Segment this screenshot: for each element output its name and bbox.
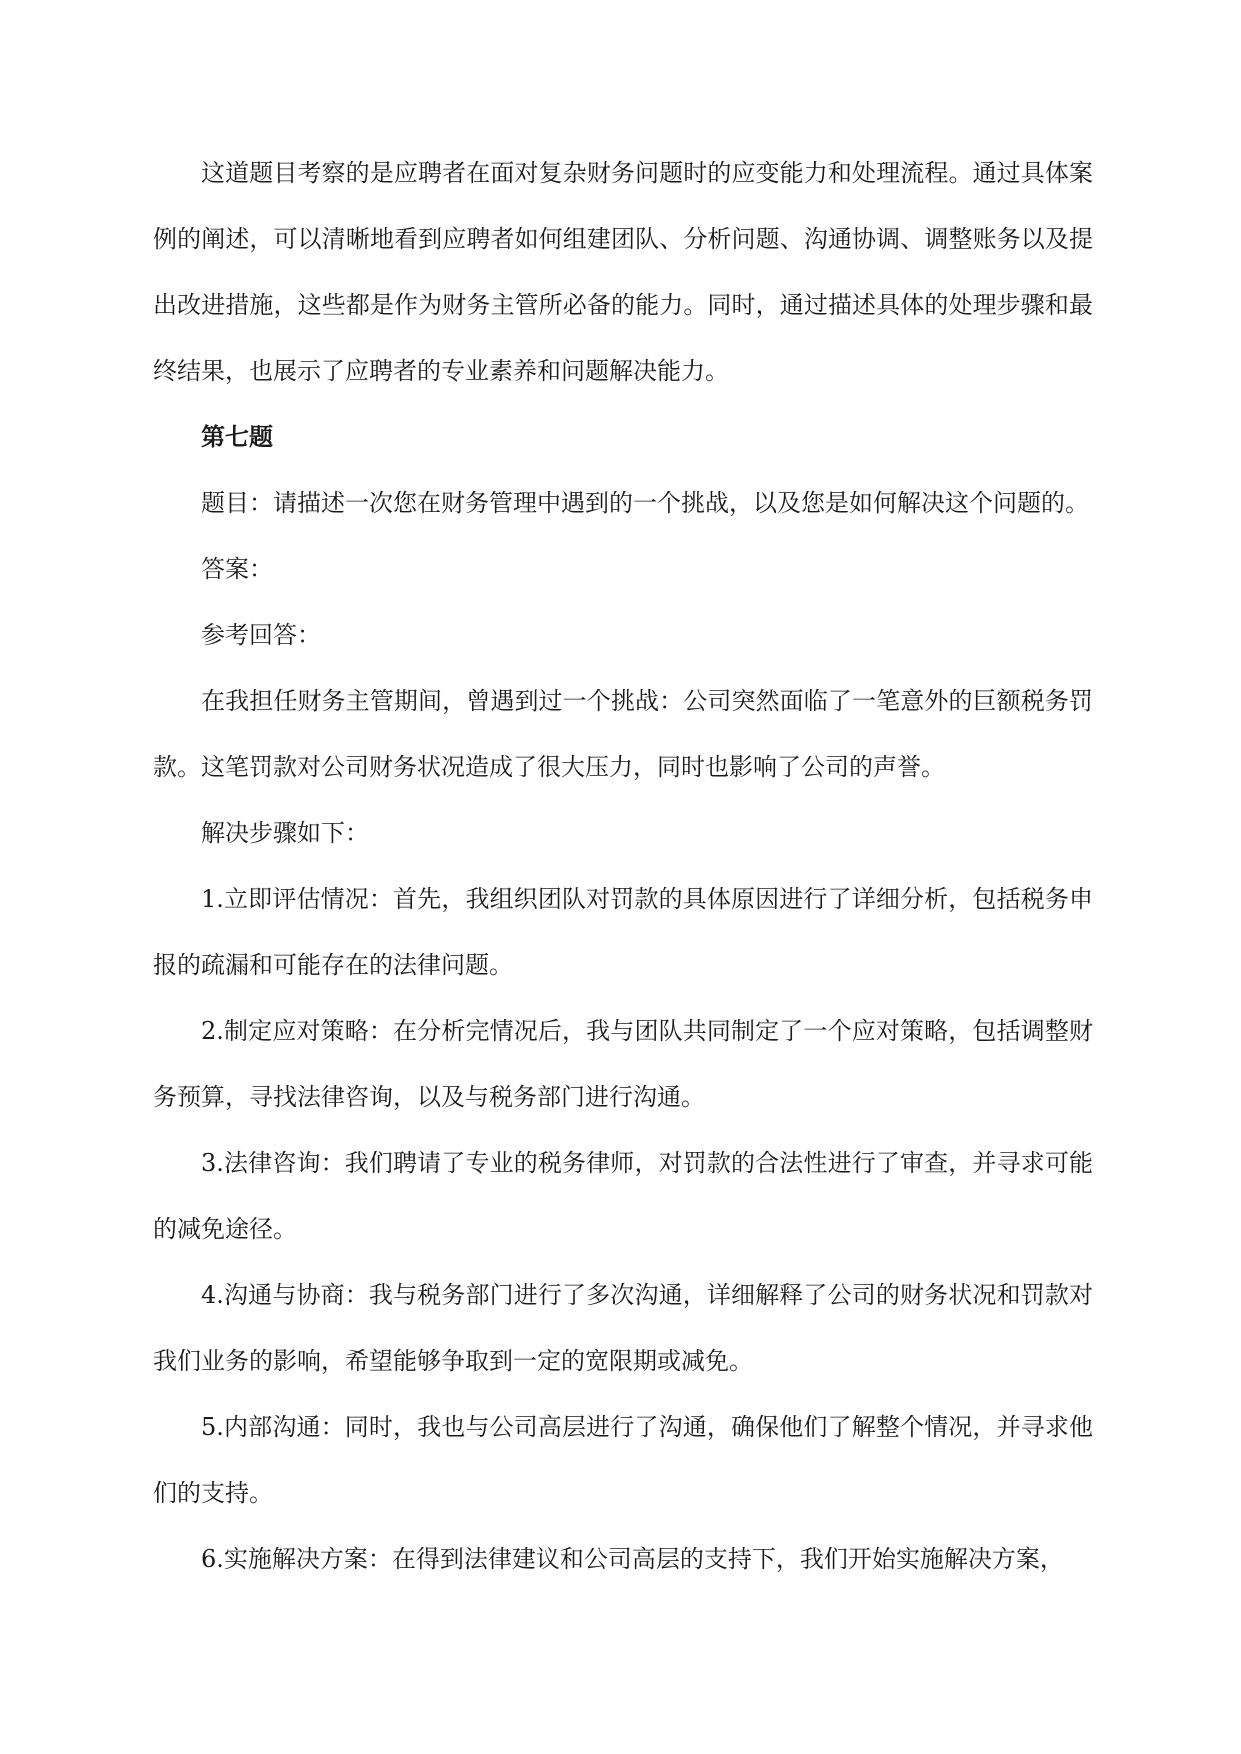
intro-paragraph: 这道题目考察的是应聘者在面对复杂财务问题时的应变能力和处理流程。通过具体案例的阐述，可以清晰地看到应聘者如何组建团队、分析问题、沟通协调、调整账务以及提出改进措施，这些都是作为财务主管所必备的能力。同时，通过描述具体的处理步骤和最终结果，也展示了应聘者的专业素养和问题解决能力。 [153, 159, 1093, 385]
step-item: 4.沟通与协商：我与税务部门进行了多次沟通，详细解释了公司的财务状况和罚款对我们业务的影响，希望能够争取到一定的宽限期或减免。 [153, 1281, 1093, 1375]
reference-label: 参考回答： [201, 621, 321, 649]
step-item: 1.立即评估情况：首先，我组织团队对罚款的具体原因进行了详细分析，包括税务申报的疏漏和可能存在的法律问题。 [153, 885, 1093, 979]
scenario-paragraph: 在我担任财务主管期间，曾遇到过一个挑战：公司突然面临了一笔意外的巨额税务罚款。这笔罚款对公司财务状况造成了很大压力，同时也影响了公司的声誉。 [153, 687, 1093, 781]
step-item: 2.制定应对策略：在分析完情况后，我与团队共同制定了一个应对策略，包括调整财务预算，寻找法律咨询，以及与税务部门进行沟通。 [153, 1017, 1093, 1111]
step-item: 6.实施解决方案：在得到法律建议和公司高层的支持下，我们开始实施解决方案， [201, 1545, 1064, 1573]
steps-intro: 解决步骤如下： [201, 819, 369, 847]
answer-label: 答案： [201, 555, 273, 583]
question-paragraph: 题目：请描述一次您在财务管理中遇到的一个挑战，以及您是如何解决这个问题的。 [201, 489, 1089, 517]
document-body [153, 140, 1093, 1592]
step-item: 3.法律咨询：我们聘请了专业的税务律师，对罚款的合法性进行了审查，并寻求可能的减免途径。 [153, 1149, 1093, 1243]
step-item: 5.内部沟通：同时，我也与公司高层进行了沟通，确保他们了解整个情况，并寻求他们的支持。 [153, 1413, 1093, 1507]
section-heading: 第七题 [201, 423, 273, 451]
